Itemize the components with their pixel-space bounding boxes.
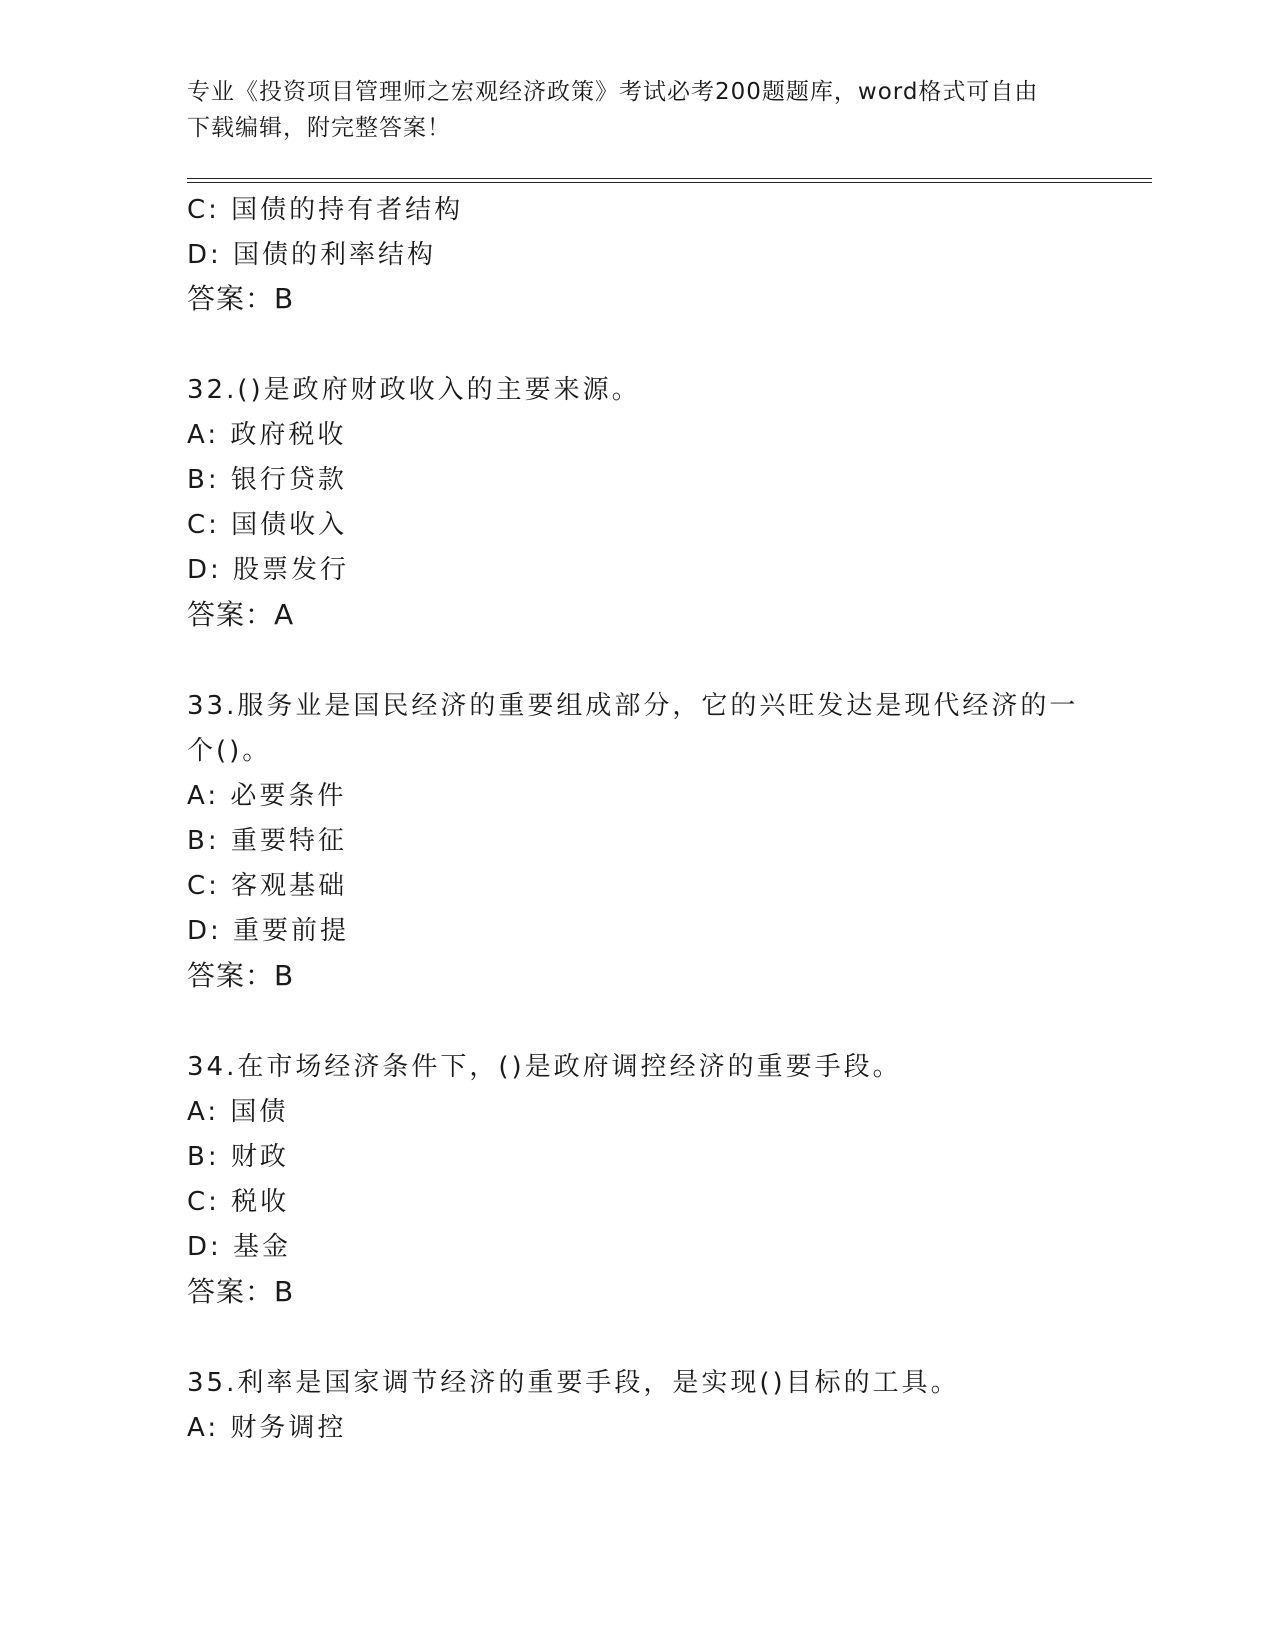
question-34-text: 34.在市场经济条件下，()是政府调控经济的重要手段。 <box>187 1052 902 1082</box>
question-33-option-b: B: 重要特征 <box>187 826 347 856</box>
question-33-option-c: C: 客观基础 <box>187 871 348 901</box>
question-34-option-a: A: 国债 <box>187 1097 289 1127</box>
question-33-option-d: D: 重要前提 <box>187 916 350 946</box>
header-line-2: 下载编辑，附完整答案！ <box>187 115 451 141</box>
question-32-answer: 答案：A <box>187 598 295 631</box>
question-35-option-a: A: 财务调控 <box>187 1413 347 1443</box>
prev-answer: 答案：B <box>187 282 295 315</box>
question-33-option-a: A: 必要条件 <box>187 781 347 811</box>
question-32-option-c: C: 国债收入 <box>187 510 348 540</box>
header-line-1: 专业《投资项目管理师之宏观经济政策》考试必考200题题库，word格式可自由 <box>187 79 1039 105</box>
question-35-text: 35.利率是国家调节经济的重要手段，是实现()目标的工具。 <box>187 1368 960 1398</box>
question-32-option-d: D: 股票发行 <box>187 555 350 585</box>
prev-option-d: D: 国债的利率结构 <box>187 240 437 270</box>
header-divider-top <box>187 178 1152 179</box>
question-34-option-d: D: 基金 <box>187 1232 292 1262</box>
question-33-text-line-2: 个()。 <box>187 736 272 766</box>
question-33-answer: 答案：B <box>187 959 295 992</box>
document-header <box>187 74 1067 146</box>
header-divider-bottom <box>187 182 1152 183</box>
question-33-text-line-1: 33.服务业是国民经济的重要组成部分，它的兴旺发达是现代经济的一 <box>187 691 1079 721</box>
question-34-option-b: B: 财政 <box>187 1142 289 1172</box>
question-32-option-b: B: 银行贷款 <box>187 465 347 495</box>
question-34-option-c: C: 税收 <box>187 1187 290 1217</box>
prev-option-c: C: 国债的持有者结构 <box>187 195 464 225</box>
question-32-option-a: A: 政府税收 <box>187 420 347 450</box>
question-34-answer: 答案：B <box>187 1275 295 1308</box>
question-32-text: 32.()是政府财政收入的主要来源。 <box>187 375 641 405</box>
